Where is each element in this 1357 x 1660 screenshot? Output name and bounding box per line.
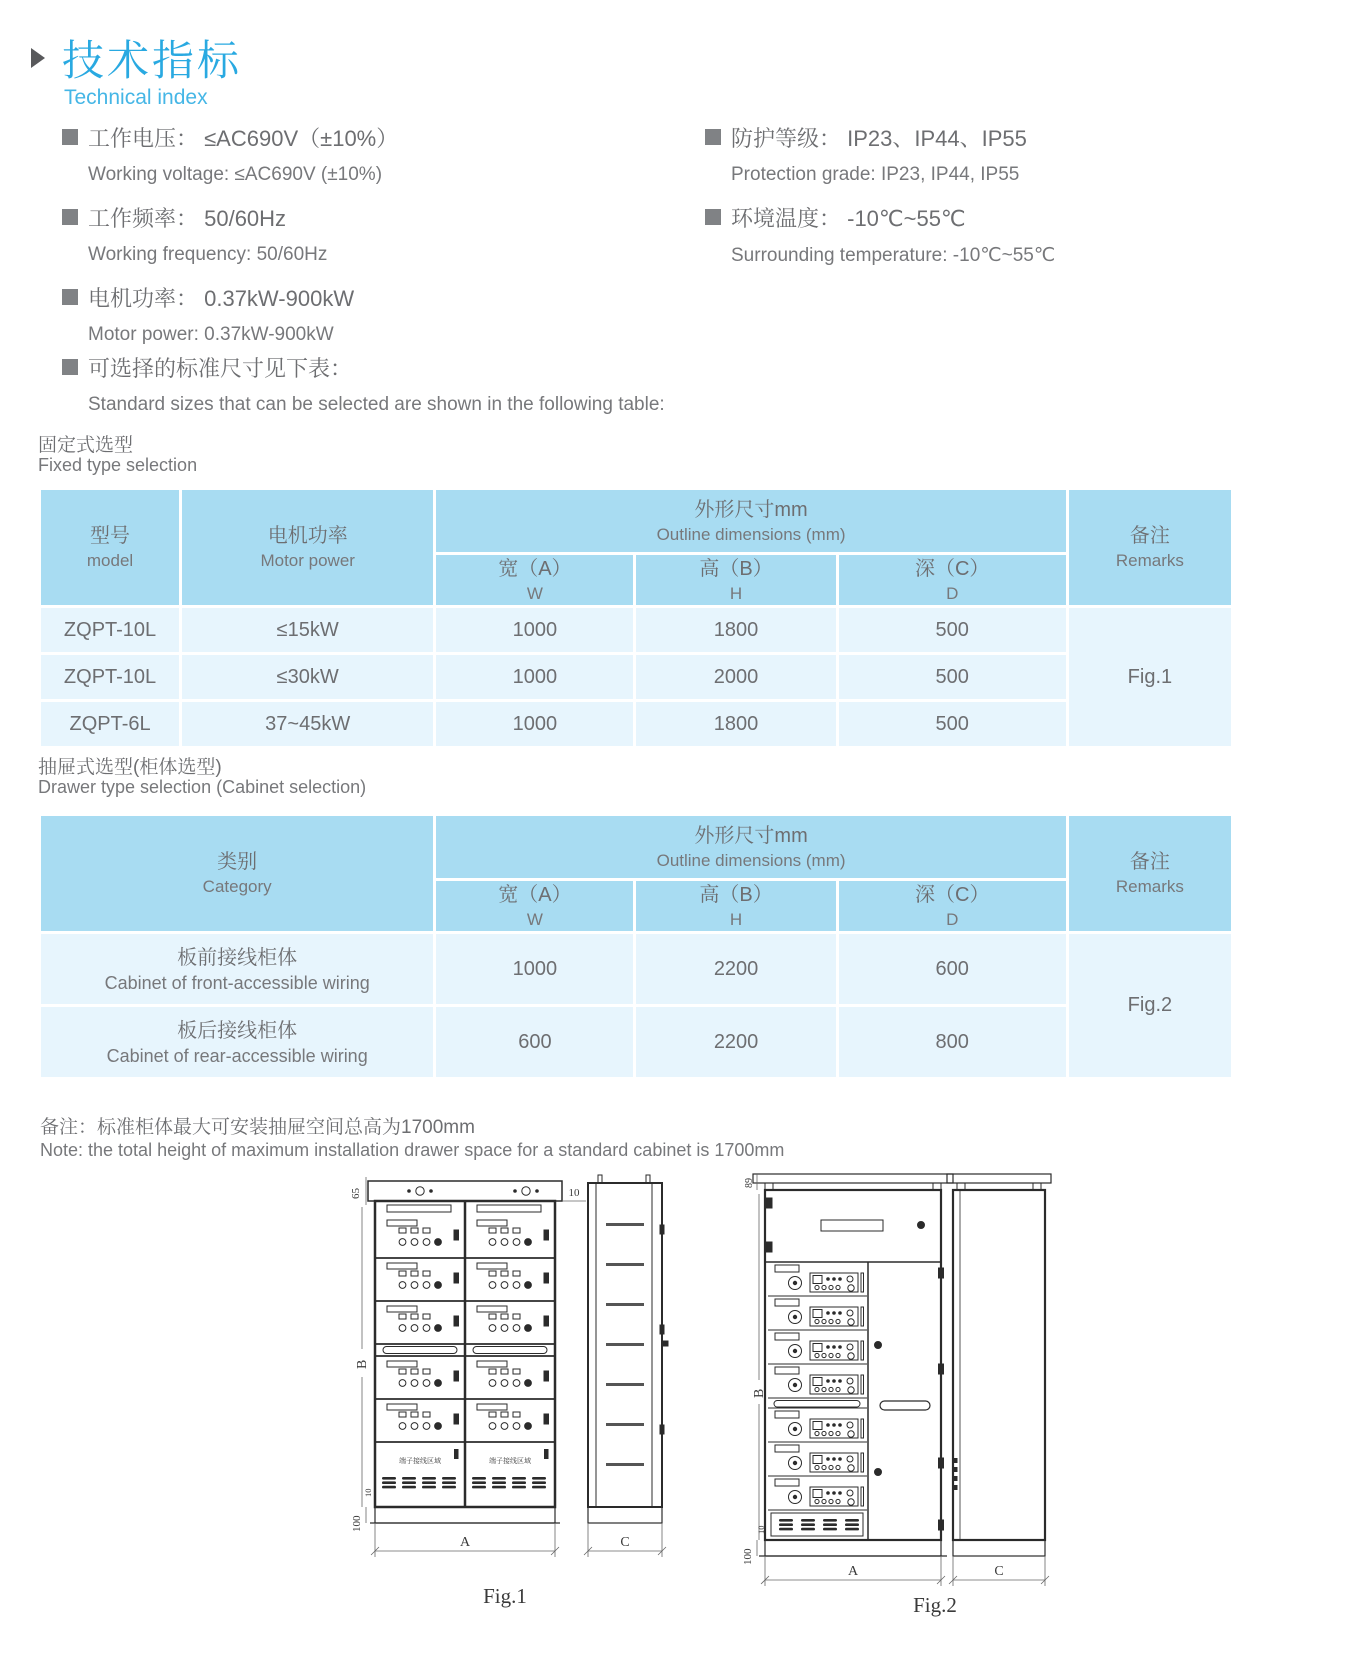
fixed-section-title-zh: 固定式选型	[38, 435, 134, 456]
note-zh: 备注：标准柜体最大可安装抽屉空间总高为1700mm	[40, 1117, 475, 1138]
header-depth-zh: 深（C）	[914, 557, 990, 580]
table-header-row	[41, 490, 1231, 552]
fig1-drawing	[330, 1165, 700, 1635]
fig2-dim-cap-height: 89	[744, 1178, 755, 1188]
header-remarks-zh: 备注	[1129, 525, 1170, 547]
fig2-caption: Fig.2	[913, 1593, 957, 1617]
header-motor-power	[182, 490, 433, 605]
fixed-selection-table	[38, 487, 1234, 749]
spec-en: Surrounding temperature: -10℃~55℃	[731, 244, 1056, 266]
header-depth	[839, 555, 1066, 605]
cell-depth: 500	[839, 655, 1066, 699]
header-height-zh: 高（B）	[699, 883, 773, 906]
table-row	[41, 608, 1231, 652]
header-depth-en: D	[946, 909, 959, 929]
spec-en: Motor power: 0.37kW-900kW	[88, 324, 334, 345]
fig1-dim-vent-height: 10	[363, 1488, 373, 1497]
spec-column-right	[705, 122, 1345, 282]
header-power-en: Motor power	[260, 551, 355, 570]
drawer-selection-table	[38, 813, 1234, 1080]
cell-remark: Fig.2	[1069, 934, 1231, 1077]
table-header-row	[41, 816, 1231, 878]
table-intro	[62, 352, 862, 432]
table-intro-zh: 可选择的标准尺寸见下表：	[88, 355, 353, 381]
fig1-dim-depth: C	[620, 1535, 630, 1550]
page-title: 技术指标	[62, 37, 243, 84]
bullet-square-icon	[705, 129, 721, 145]
header-outline-zh: 外形尺寸mm	[694, 498, 808, 521]
header-model-en: model	[86, 551, 134, 570]
bullet-square-icon	[62, 209, 78, 225]
header-remarks-en: Remarks	[1115, 551, 1184, 570]
spec-column-left	[62, 122, 702, 362]
header-width	[436, 555, 633, 605]
header-depth-en: D	[946, 583, 959, 603]
header-remarks-en: Remarks	[1115, 877, 1184, 896]
spec-zh: 工作电压： ≤AC690V（±10%）	[88, 125, 399, 151]
spec-item-motor-power	[62, 282, 702, 350]
bullet-square-icon	[62, 289, 78, 305]
fig2-drawing	[695, 1140, 1095, 1640]
header-height-en: H	[729, 909, 743, 929]
cell-category-zh: 板前接线柜体	[177, 946, 298, 969]
spec-en: Protection grade: IP23, IP44, IP55	[731, 164, 1020, 185]
header-width	[436, 881, 633, 931]
header-outline-dimensions	[436, 490, 1066, 552]
header-outline-en: Outline dimensions (mm)	[656, 524, 846, 544]
spec-item-surrounding-temperature	[705, 202, 1345, 270]
cell-model: ZQPT-10L	[41, 608, 179, 652]
header-height	[636, 555, 835, 605]
spec-en: Working voltage: ≤AC690V (±10%)	[88, 164, 383, 185]
fig1-dim-body-height: B	[355, 1359, 370, 1369]
header-depth-zh: 深（C）	[915, 883, 990, 906]
cell-depth: 500	[839, 608, 1066, 652]
cell-remark: Fig.1	[1069, 608, 1231, 746]
cell-width: 1000	[436, 702, 633, 746]
cell-width: 1000	[436, 608, 633, 652]
cell-height: 2200	[636, 934, 835, 1004]
header-remarks-zh: 备注	[1129, 851, 1170, 873]
bullet-square-icon	[705, 209, 721, 225]
header-category-zh: 类别	[217, 851, 258, 873]
fig2-dim-width: A	[847, 1564, 859, 1579]
fig1-dim-width: A	[459, 1535, 471, 1550]
header-width-en: W	[526, 909, 543, 929]
cell-category	[41, 1007, 433, 1077]
cell-power: ≤15kW	[182, 608, 433, 652]
fig1-caption: Fig.1	[483, 1584, 527, 1608]
table-row	[41, 655, 1231, 699]
fig2-dim-base-height: 100	[742, 1548, 754, 1565]
header-model-zh: 型号	[90, 525, 131, 547]
header-outline-dimensions	[436, 816, 1066, 878]
header-category	[41, 816, 433, 931]
header-depth	[839, 881, 1066, 931]
fig1-terminal-area-label: 端子接线区域	[399, 1457, 441, 1465]
cell-category	[41, 934, 433, 1004]
header-outline-zh: 外形尺寸mm	[694, 824, 808, 847]
cell-depth: 800	[839, 1007, 1066, 1077]
cell-model: ZQPT-6L	[41, 702, 179, 746]
spec-zh: 工作频率： 50/60Hz	[88, 205, 287, 231]
cell-category-zh: 板后接线柜体	[177, 1019, 298, 1042]
cell-width: 600	[436, 1007, 633, 1077]
bullet-square-icon	[62, 359, 78, 375]
spec-zh: 电机功率： 0.37kW-900kW	[88, 285, 355, 311]
table-row	[41, 934, 1231, 1004]
cell-height: 2000	[636, 655, 835, 699]
header-power-zh: 电机功率	[267, 525, 348, 547]
table-row	[41, 702, 1231, 746]
cell-category-en: Cabinet of front-accessible wiring	[104, 972, 370, 993]
fig1-dim-top-right: 10	[568, 1187, 580, 1199]
cell-power: ≤30kW	[182, 655, 433, 699]
table-row	[41, 1007, 1231, 1077]
table-intro-en: Standard sizes that can be selected are shown in the following table:	[88, 394, 665, 415]
fig1-terminal-area-label: 端子接线区域	[489, 1457, 531, 1465]
cell-width: 1000	[436, 934, 633, 1004]
header-width-zh: 宽（A）	[498, 883, 572, 906]
header-remarks	[1069, 490, 1231, 605]
fixed-section-title-en: Fixed type selection	[38, 455, 198, 475]
header-outline-en: Outline dimensions (mm)	[656, 850, 846, 870]
cell-height: 1800	[636, 608, 835, 652]
bullet-square-icon	[62, 129, 78, 145]
cell-category-en: Cabinet of rear-accessible wiring	[106, 1045, 368, 1066]
header-height-en: H	[729, 583, 743, 603]
cell-height: 2200	[636, 1007, 835, 1077]
section-arrow-icon	[31, 48, 45, 68]
header-category-en: Category	[202, 877, 272, 896]
spec-item-working-frequency	[62, 202, 702, 270]
cell-depth: 500	[839, 702, 1066, 746]
drawer-section-title-en: Drawer type selection (Cabinet selection)	[38, 777, 367, 797]
header-remarks	[1069, 816, 1231, 931]
spec-zh: 防护等级： IP23、IP44、IP55	[731, 125, 1027, 151]
drawer-section-title-zh: 抽屉式选型(柜体选型)	[38, 757, 222, 778]
note-en: Note: the total height of maximum installation drawer space for a standard cabinet is 1700mm	[40, 1140, 785, 1160]
fig2-dim-body-height: B	[752, 1388, 767, 1398]
fig2-dim-depth: C	[994, 1564, 1004, 1579]
cell-width: 1000	[436, 655, 633, 699]
cell-model: ZQPT-10L	[41, 655, 179, 699]
spec-zh: 环境温度： -10℃~55℃	[731, 205, 966, 231]
cell-depth: 600	[839, 934, 1066, 1004]
header-model	[41, 490, 179, 605]
spec-item-protection-grade	[705, 122, 1345, 190]
fig1-dim-base-height: 100	[351, 1515, 363, 1532]
cell-height: 1800	[636, 702, 835, 746]
fig2-dim-vent-height: 10	[756, 1525, 766, 1534]
spec-item-working-voltage	[62, 122, 702, 190]
page-subtitle: Technical index	[64, 86, 208, 109]
header-width-en: W	[526, 583, 543, 603]
header-height	[636, 881, 835, 931]
fig1-dim-cap-height: 65	[350, 1188, 362, 1199]
cell-power: 37~45kW	[182, 702, 433, 746]
header-width-zh: 宽（A）	[498, 557, 572, 580]
spec-en: Working frequency: 50/60Hz	[88, 244, 328, 265]
header-height-zh: 高（B）	[699, 557, 773, 580]
